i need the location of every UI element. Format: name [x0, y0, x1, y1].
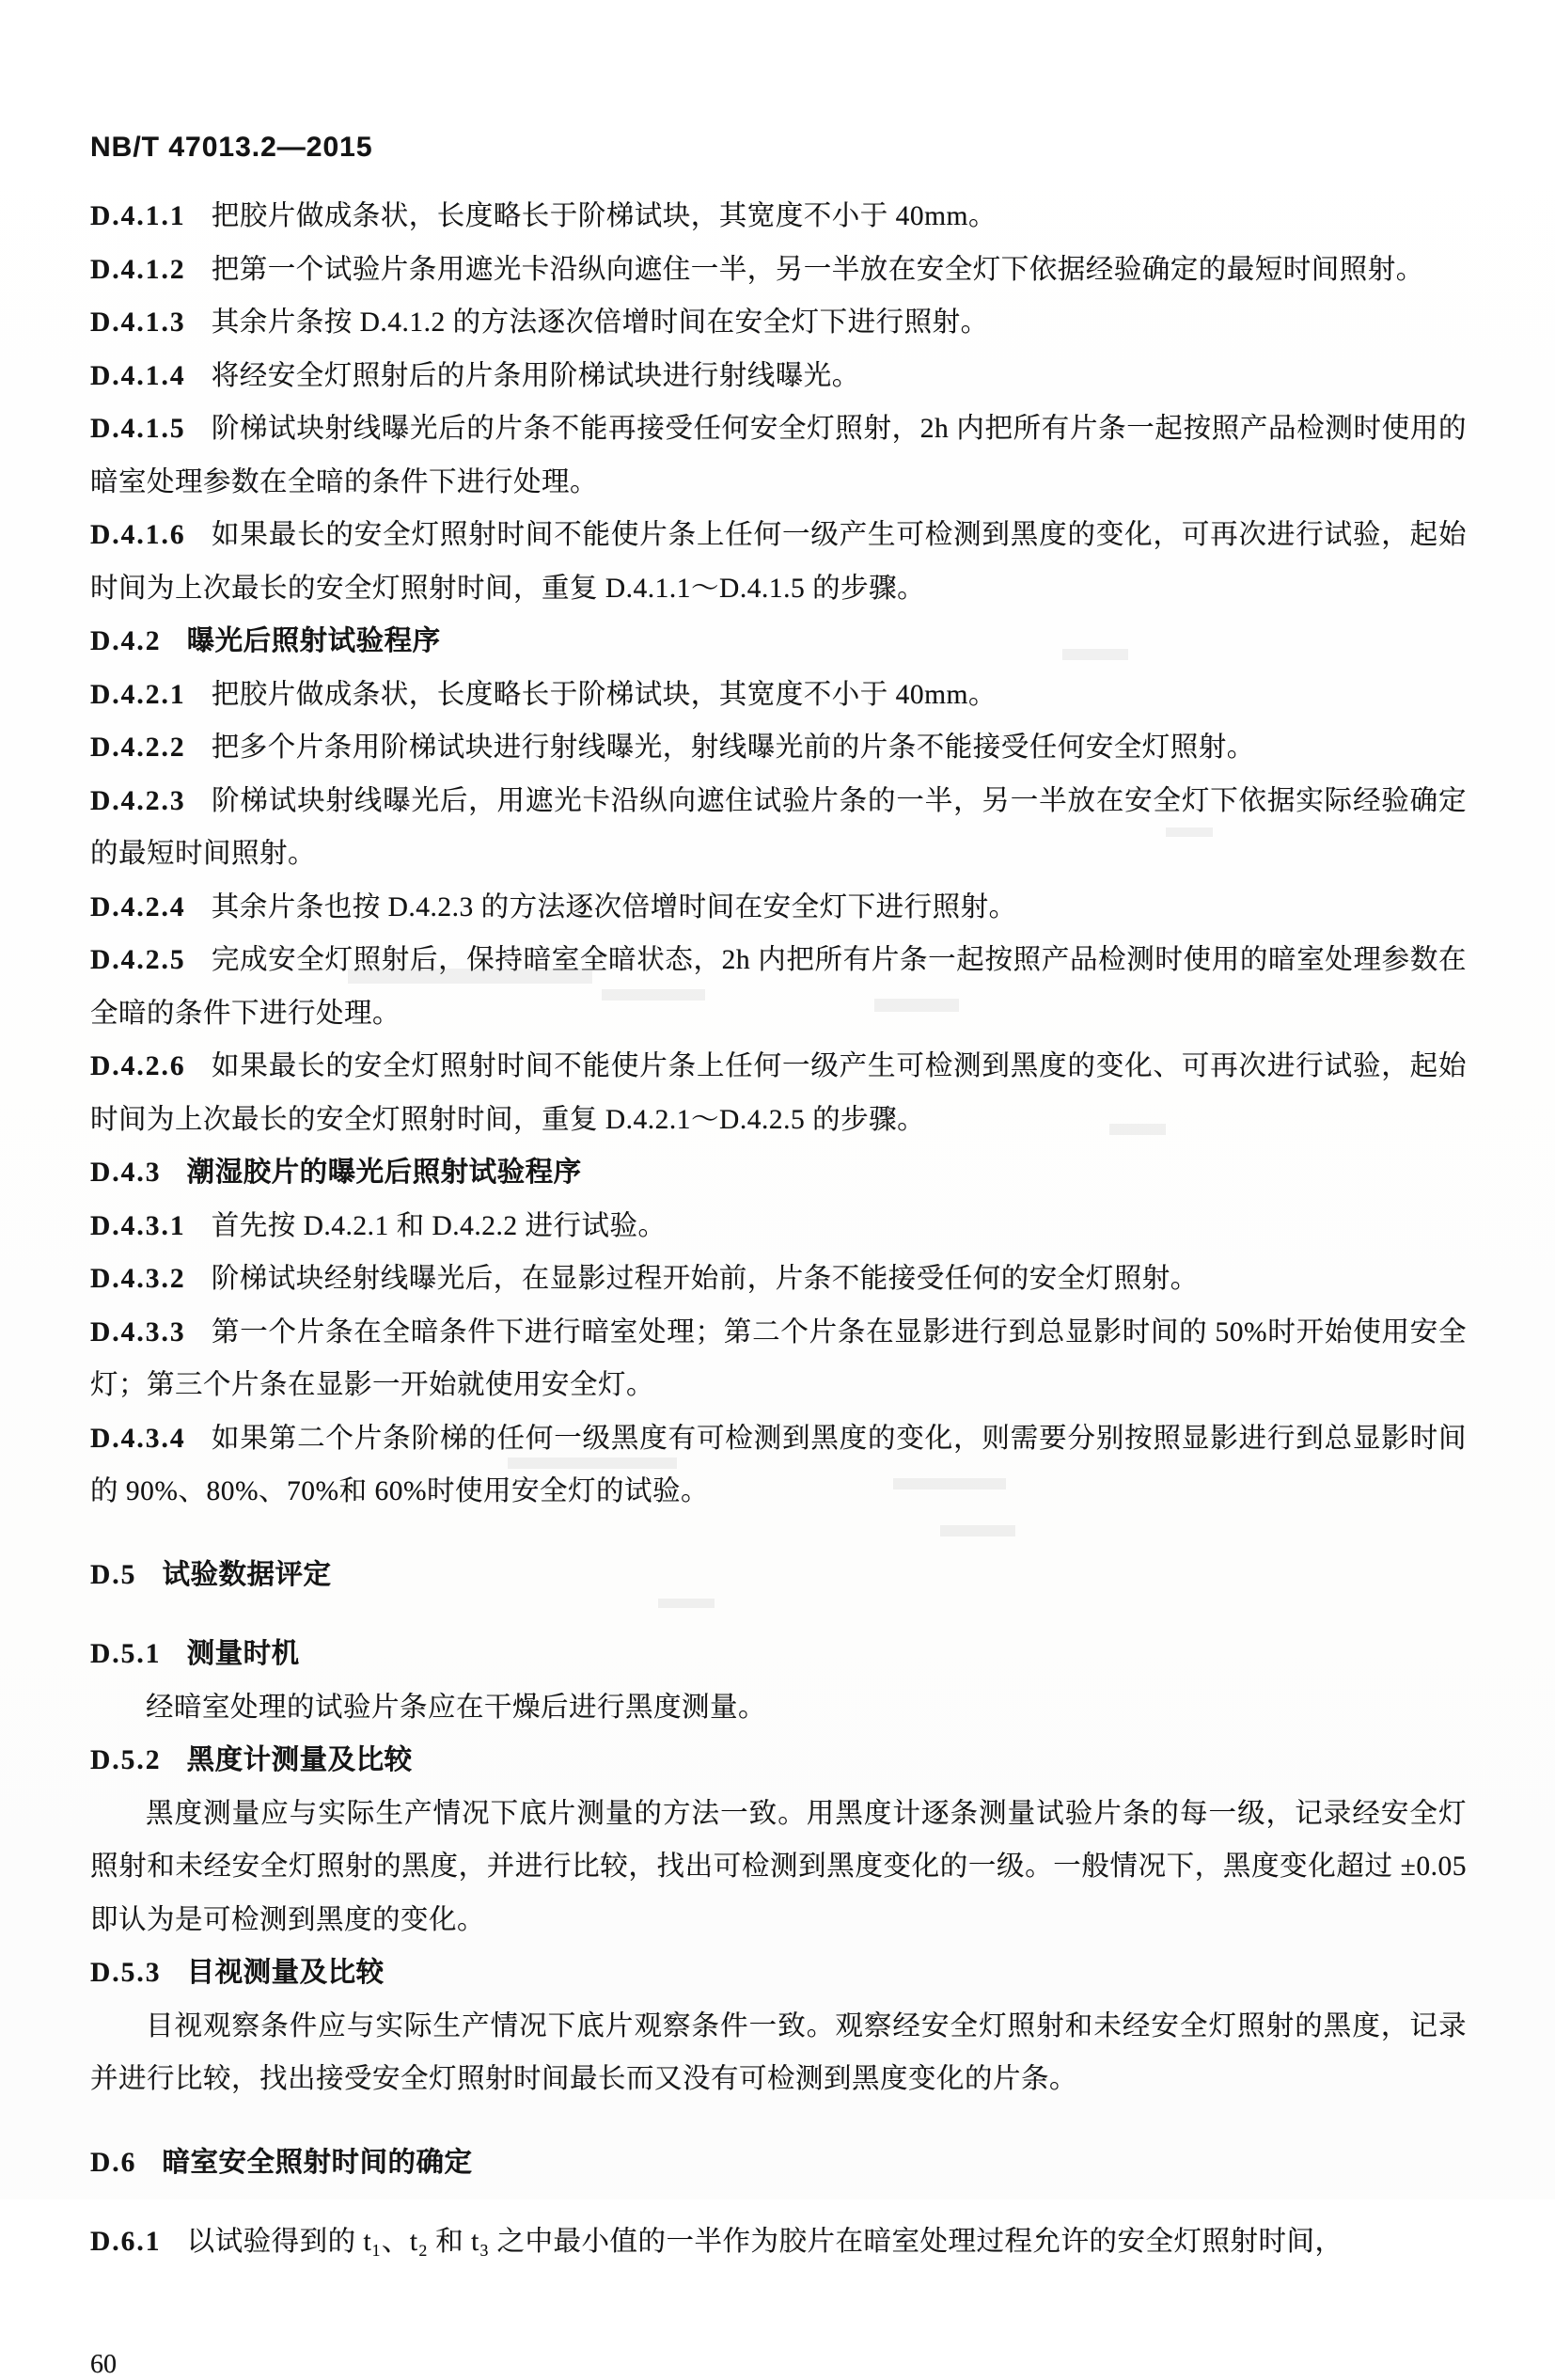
clause-d-4-2-5 [90, 934, 1467, 1040]
clause-text: 将经安全灯照射后的片条用阶梯试块进行射线曝光。 [211, 360, 860, 391]
section-number: D.5 [90, 1559, 137, 1590]
heading-number: D.5.2 [90, 1745, 162, 1775]
heading-number: D.4.3 [90, 1158, 162, 1188]
scan-artifact [940, 1525, 1015, 1537]
clause-d-6-1 [90, 2215, 1467, 2269]
clause-d-4-3-1 [90, 1200, 1467, 1253]
clause-d-4-1-5 [90, 402, 1467, 509]
clause-text: 以试验得到的 t₁、t₂ 和 t₃ 之中最小值的一半作为胶片在暗室处理过程允许的安全灯照射时间， [186, 2227, 1343, 2257]
clause-text: 如果第二个片条阶梯的任何一级黑度有可检测到黑度的变化，则需要分别按照显影进行到总显影时间的 90%、80%、70%和 60%时使用安全灯的试验。 [90, 1423, 1467, 1506]
clause-number: D.4.1.3 [90, 307, 186, 338]
body-paragraph-d-5-1 [90, 1681, 1467, 1735]
clause-text: 其余片条也按 D.4.2.3 的方法逐次倍增时间在安全灯下进行照射。 [211, 891, 1017, 922]
clause-text: 第一个片条在全暗条件下进行暗室处理；第二个片条在显影进行到总显影时间的 50%时开始使用安全灯；第三个片条在显影一开始就使用安全灯。 [90, 1316, 1467, 1400]
clause-number: D.4.3.2 [90, 1264, 186, 1294]
clause-d-4-1-1 [90, 190, 1467, 244]
clause-text: 把胶片做成条状，长度略长于阶梯试块，其宽度不小于 40mm。 [211, 201, 997, 231]
body-text: 经暗室处理的试验片条应在干燥后进行黑度测量。 [146, 1692, 767, 1723]
clause-d-4-2-4 [90, 881, 1467, 935]
clause-text: 阶梯试块射线曝光后的片条不能再接受任何安全灯照射，2h 内把所有片条一起按照产品检测时使用的暗室处理参数在全暗的条件下进行处理。 [90, 414, 1467, 497]
clause-number: D.4.1.6 [90, 520, 186, 550]
section-title: 试验数据评定 [162, 1559, 332, 1590]
page-number: 60 [90, 2349, 117, 2379]
clause-number: D.4.2.6 [90, 1051, 186, 1081]
section-number: D.6 [90, 2147, 137, 2178]
clause-d-4-3-2 [90, 1253, 1467, 1306]
clause-number: D.4.3.1 [90, 1210, 186, 1241]
clause-text: 把多个片条用阶梯试块进行射线曝光，射线曝光前的片条不能接受任何安全灯照射。 [211, 733, 1255, 763]
clause-number: D.4.3.4 [90, 1423, 186, 1454]
clause-d-4-1-2 [90, 244, 1467, 297]
clause-number: D.4.1.5 [90, 414, 186, 444]
clause-text: 完成安全灯照射后，保持暗室全暗状态，2h 内把所有片条一起按照产品检测时使用的暗室处理参数在全暗的条件下进行处理。 [90, 945, 1467, 1029]
clause-d-4-2-3 [90, 775, 1467, 881]
clause-d-4-2-6 [90, 1040, 1467, 1146]
clause-number: D.4.2.1 [90, 679, 186, 710]
standard-code-header: NB/T 47013.2—2015 [90, 132, 373, 163]
clause-text: 如果最长的安全灯照射时间不能使片条上任何一级产生可检测到黑度的变化、可再次进行试验，起始时间为上次最长的安全灯照射时间，重复 D.4.2.1～D.4.2.5 的步骤。 [90, 1051, 1467, 1135]
clause-d-4-1-6 [90, 509, 1467, 615]
clause-number: D.4.1.4 [90, 360, 186, 391]
clause-text: 首先按 D.4.2.1 和 D.4.2.2 进行试验。 [211, 1210, 667, 1241]
clause-number: D.4.3.3 [90, 1316, 186, 1348]
clause-d-4-1-4 [90, 350, 1467, 403]
clause-text: 把胶片做成条状，长度略长于阶梯试块，其宽度不小于 40mm。 [211, 679, 997, 710]
clause-d-4-3-3 [90, 1306, 1467, 1412]
heading-d-5-1 [90, 1628, 1467, 1681]
section-title: 暗室安全照射时间的确定 [162, 2147, 473, 2178]
clause-d-4-2-2 [90, 721, 1467, 775]
clause-text: 其余片条按 D.4.1.2 的方法逐次倍增时间在安全灯下进行照射。 [211, 307, 989, 338]
clause-d-4-3-4 [90, 1412, 1467, 1519]
heading-d-5-3 [90, 1947, 1467, 2000]
section-heading-d-5 [90, 1549, 1467, 1602]
heading-number: D.4.2 [90, 626, 162, 656]
heading-number: D.5.3 [90, 1958, 162, 1988]
clause-text: 阶梯试块射线曝光后，用遮光卡沿纵向遮住试验片条的一半，另一半放在安全灯下依据实际经验确定的最短时间照射。 [90, 785, 1467, 869]
section-heading-d-6 [90, 2136, 1467, 2190]
heading-d-4-3 [90, 1146, 1467, 1200]
clause-number: D.4.2.4 [90, 891, 186, 922]
body-paragraph-d-5-2 [90, 1788, 1467, 1947]
heading-text: 潮湿胶片的曝光后照射试验程序 [186, 1158, 582, 1188]
heading-number: D.5.1 [90, 1639, 162, 1669]
body-text: 目视观察条件应与实际生产情况下底片观察条件一致。观察经安全灯照射和未经安全灯照射的黑度，记录并进行比较，找出接受安全灯照射时间最长而又没有可检测到黑度变化的片条。 [90, 2010, 1467, 2094]
clause-number: D.4.2.3 [90, 785, 186, 816]
heading-d-5-2 [90, 1734, 1467, 1788]
clause-text: 阶梯试块经射线曝光后，在显影过程开始前，片条不能接受任何的安全灯照射。 [211, 1264, 1199, 1294]
clause-text: 如果最长的安全灯照射时间不能使片条上任何一级产生可检测到黑度的变化，可再次进行试验，起始时间为上次最长的安全灯照射时间，重复 D.4.1.1～D.4.1.5 的步骤。 [90, 520, 1467, 604]
body-text: 黑度测量应与实际生产情况下底片测量的方法一致。用黑度计逐条测量试验片条的每一级，记录经安全灯照射和未经安全灯照射的黑度，并进行比较，找出可检测到黑度变化的一级。一般情况下，黑度变化超过 ±0.05 即认为是可检测到黑度的变化。 [90, 1798, 1467, 1935]
heading-text: 黑度计测量及比较 [186, 1745, 413, 1775]
body-paragraph-d-5-3 [90, 2000, 1467, 2106]
clause-number: D.4.2.5 [90, 945, 186, 975]
clause-number: D.4.1.1 [90, 201, 186, 231]
heading-d-4-2 [90, 615, 1467, 669]
clause-d-4-2-1 [90, 669, 1467, 722]
clause-number: D.6.1 [90, 2227, 162, 2257]
clause-text: 把第一个试验片条用遮光卡沿纵向遮住一半，另一半放在安全灯下依据经验确定的最短时间照射。 [211, 254, 1424, 285]
clause-d-4-1-3 [90, 296, 1467, 350]
heading-text: 目视测量及比较 [186, 1958, 385, 1988]
clause-number: D.4.1.2 [90, 254, 186, 285]
heading-text: 曝光后照射试验程序 [186, 626, 441, 656]
clause-number: D.4.2.2 [90, 733, 186, 763]
heading-text: 测量时机 [186, 1639, 300, 1669]
